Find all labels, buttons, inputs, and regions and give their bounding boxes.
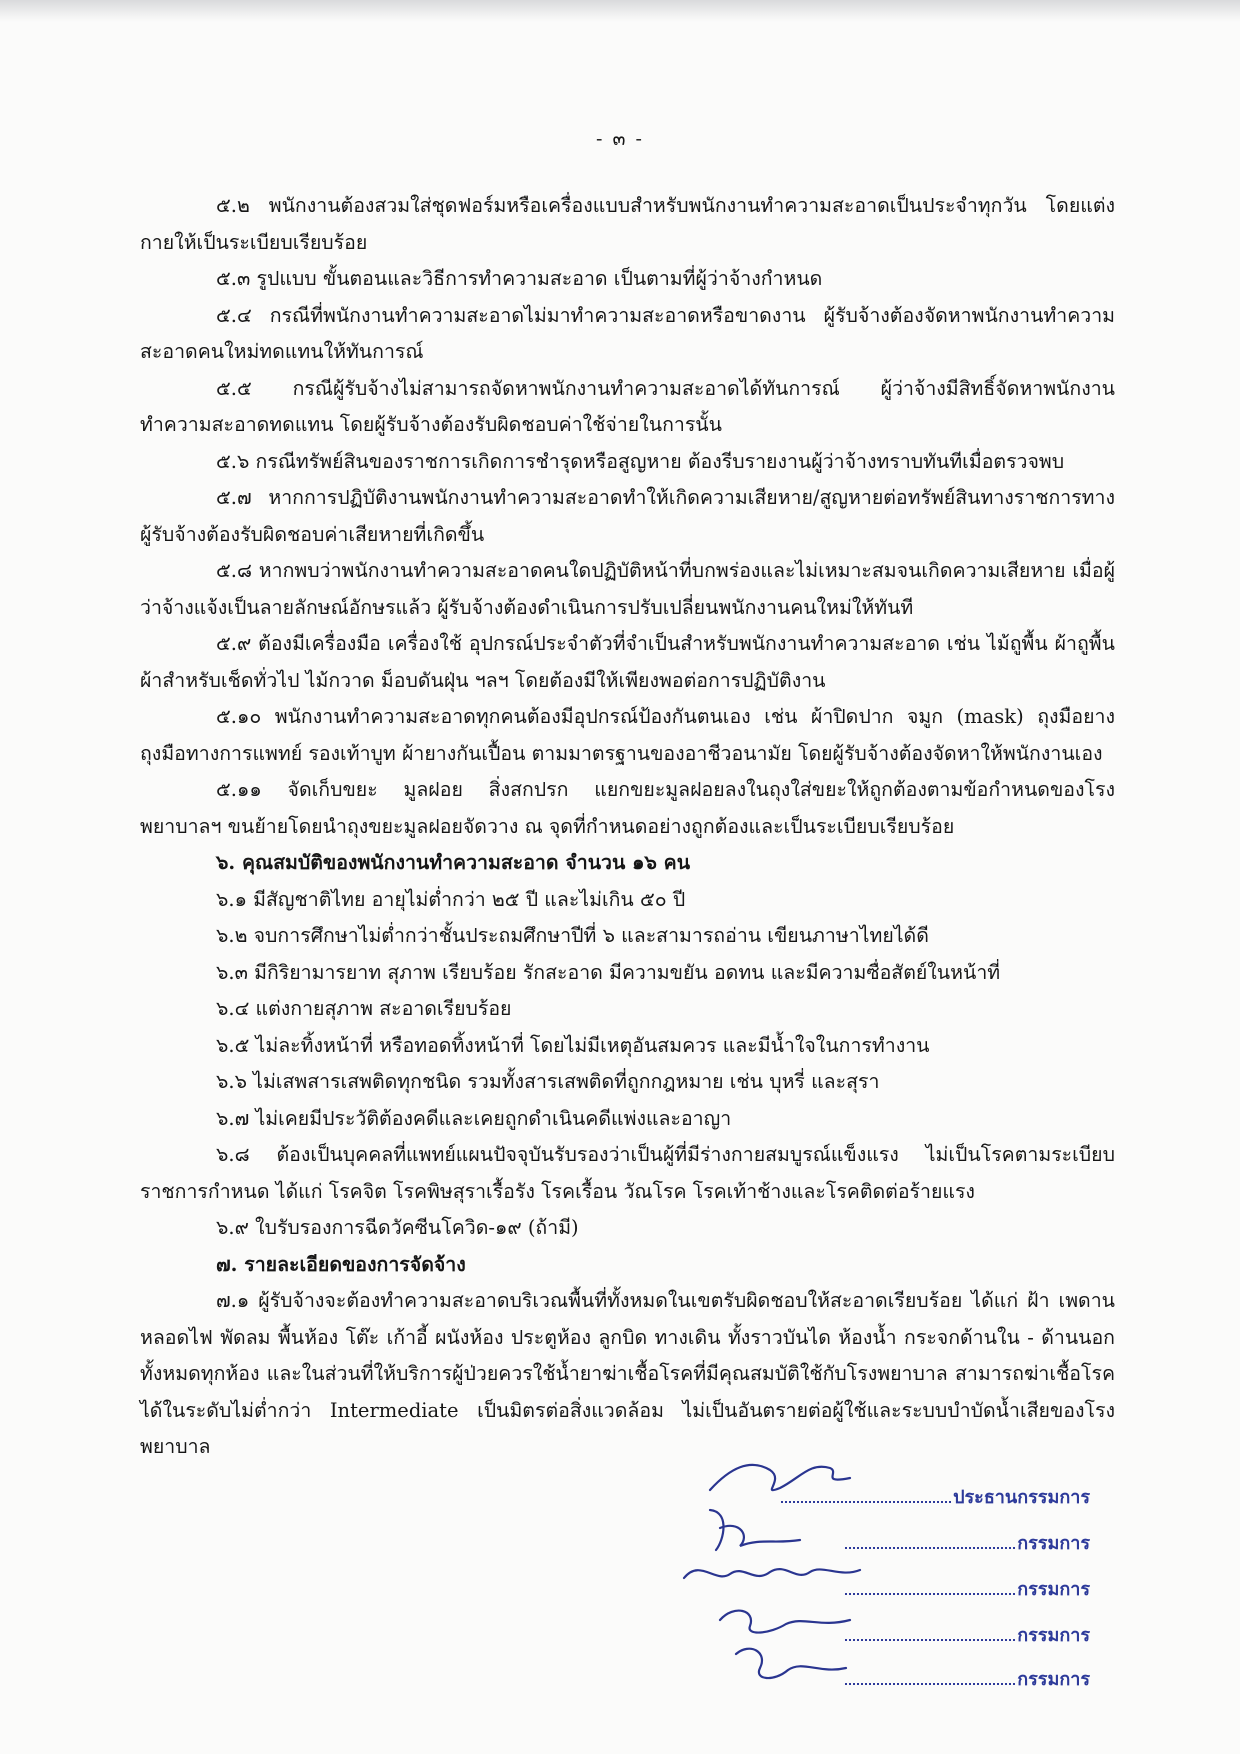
paragraph-6-7: ๖.๗ ไม่เคยมีประวัติต้องคดีและเคยถูกดำเนินคดีแพ่งและอาญา	[216, 1106, 732, 1130]
scan-edge-shadow	[0, 0, 1240, 22]
handwritten-signature-5	[710, 1634, 870, 1694]
signature-title: กรรมการ	[1017, 1579, 1090, 1600]
paragraph-6-2: ๖.๒ จบการศึกษาไม่ต่ำกว่าชั้นประถมศึกษาปีที่ ๖ และสามารถอ่าน เขียนภาษาไทยได้ดี	[216, 924, 929, 947]
signature-dotted-line	[845, 1667, 1015, 1685]
paragraph-5-11: ๕.๑๑ จัดเก็บขยะ มูลฝอย สิ่งสกปรก แยกขยะมูลฝอยลงในถุงใส่ขยะให้ถูกต้องตามข้อกำหนดของโรงพยาบาลฯ ขนย้ายโดยนำถุงขยะมูลฝอยจัดวาง ณ จุดที่กำหนดอย่างถูกต้องและเป็นระเบียบเรียบร้อย	[140, 778, 1115, 838]
paragraph-7-1: ๗.๑ ผู้รับจ้างจะต้องทำความสะอาดบริเวณพื้นที่ทั้งหมดในเขตรับผิดชอบให้สะอาดเรียบร้อย ได้แก่ ฝ้า เพดาน หลอดไฟ พัดลม พื้นห้อง โต๊ะ เก้าอี้ ผนังห้อง ประตูห้อง ลูกบิด ทางเดิน ทั้งราวบันได ห้องน้ำ กระจกด้านใน - ด้านนอกทั้งหมดทุกห้อง และในส่วนที่ให้บริการผู้ป่วยควรใช้น้ำยาฆ่าเชื้อโรคที่มีคุณสมบัติใช้กับโรงพยาบาล สามารถฆ่าเชื้อโรคได้ในระดับไม่ต่ำกว่า Intermediate เป็นมิตรต่อสิ่งแวดล้อม ไม่เป็นอันตรายต่อผู้ใช้และระบบบำบัดน้ำเสียของโรงพยาบาล	[140, 1289, 1115, 1458]
paragraph-6-5: ๖.๕ ไม่ละทิ้งหน้าที่ หรือทอดทิ้งหน้าที่ โดยไม่มีเหตุอันสมควร และมีน้ำใจในการทำงาน	[216, 1033, 930, 1057]
paragraph-6-3: ๖.๓ มีกิริยามารยาท สุภาพ เรียบร้อย รักสะอาด มีความขยัน อดทน และมีความซื่อสัตย์ในหน้าที่	[216, 960, 1001, 984]
paragraph-5-6: ๕.๖ กรณีทรัพย์สินของราชการเกิดการชำรุดหรือสูญหาย ต้องรีบรายงานผู้ว่าจ้างทราบทันทีเมื่อตรวจพบ	[216, 449, 1065, 473]
paragraph-6-6: ๖.๖ ไม่เสพสารเสพติดทุกชนิด รวมทั้งสารเสพติดที่ถูกกฎหมาย เช่น บุหรี่ และสุรา	[216, 1070, 880, 1093]
paragraph-5-10: ๕.๑๐ พนักงานทำความสะอาดทุกคนต้องมีอุปกรณ์ป้องกันตนเอง เช่น ผ้าปิดปาก จมูก (mask) ถุงมือยาง ถุงมือทางการแพทย์ รองเท้าบูท ผ้ายางกันเปื้อน ตามมาตรฐานของอาชีวอนามัย โดยผู้รับจ้างต้องจัดหาให้พนักงานเอง	[140, 705, 1115, 765]
paragraph-5-9: ๕.๙ ต้องมีเครื่องมือ เครื่องใช้ อุปกรณ์ประจำตัวที่จำเป็นสำหรับพนักงานทำความสะอาด เช่น ไม้ถูพื้น ผ้าถูพื้น ผ้าสำหรับเช็ดทั่วไป ไม้กวาด ม็อบดันฝุ่น ฯลฯ โดยต้องมีให้เพียงพอต่อการปฏิบัติงาน	[140, 632, 1115, 692]
paragraph-5-4: ๕.๔ กรณีที่พนักงานทำความสะอาดไม่มาทำความสะอาดหรือขาดงาน ผู้รับจ้างต้องจัดหาพนักงานทำความสะอาดคนใหม่ทดแทนให้ทันการณ์	[140, 303, 1115, 363]
signature-block	[660, 1482, 1100, 1712]
paragraph-5-3: ๕.๓ รูปแบบ ขั้นตอนและวิธีการทำความสะอาด เป็นตามที่ผู้ว่าจ้างกำหนด	[216, 267, 823, 290]
paragraph-6-8: ๖.๘ ต้องเป็นบุคคลที่แพทย์แผนปัจจุบันรับรองว่าเป็นผู้ที่มีร่างกายสมบูรณ์แข็งแรง ไม่เป็นโรคตามระเบียบราชการกำหนด ได้แก่ โรคจิต โรคพิษสุราเรื้อรัง โรคเรื้อน วัณโรค โรคเท้าช้างและโรคติดต่อร้ายแรง	[140, 1143, 1115, 1203]
section-heading-7: ๗. รายละเอียดของการจัดจ้าง	[216, 1252, 466, 1276]
signature-title: กรรมการ	[1017, 1625, 1090, 1646]
signature-title: กรรมการ	[1017, 1533, 1090, 1554]
paragraph-5-8: ๕.๘ หากพบว่าพนักงานทำความสะอาดคนใดปฏิบัติหน้าที่บกพร่องและไม่เหมาะสมจนเกิดความเสียหาย เมื่อผู้ว่าจ้างแจ้งเป็นลายลักษณ์อักษรแล้ว ผู้รับจ้างต้องดำเนินการปรับเปลี่ยนพนักงานคนใหม่ให้ทันที	[140, 559, 1115, 619]
document-body	[140, 188, 1115, 1466]
paragraph-6-4: ๖.๔ แต่งกายสุภาพ สะอาดเรียบร้อย	[216, 997, 512, 1020]
paragraph-5-5: ๕.๕ กรณีผู้รับจ้างไม่สามารถจัดหาพนักงานทำความสะอาดได้ทันการณ์ ผู้ว่าจ้างมีสิทธิ์จัดหาพนักงานทำความสะอาดทดแทน โดยผู้รับจ้างต้องรับผิดชอบค่าใช้จ่ายในการนั้น	[140, 376, 1115, 436]
page-number: - ๓ -	[596, 128, 644, 150]
handwritten-signature-1	[690, 1448, 890, 1508]
signature-title: ประธานกรรมการ	[953, 1487, 1090, 1508]
signature-dotted-line	[845, 1623, 1015, 1641]
paragraph-6-9: ๖.๙ ใบรับรองการฉีดวัคซีนโควิด-๑๙ (ถ้ามี)	[216, 1216, 579, 1239]
section-heading-6: ๖. คุณสมบัติของพนักงานทำความสะอาด จำนวน ๑๖ คน	[216, 851, 691, 874]
signature-title: กรรมการ	[1017, 1669, 1090, 1690]
paragraph-5-2: ๕.๒ พนักงานต้องสวมใส่ชุดฟอร์มหรือเครื่องแบบสำหรับพนักงานทำความสะอาดเป็นประจำทุกวัน โดยแต่งกายให้เป็นระเบียบเรียบร้อย	[140, 194, 1115, 254]
paragraph-5-7: ๕.๗ หากการปฏิบัติงานพนักงานทำความสะอาดทำให้เกิดความเสียหาย/สูญหายต่อทรัพย์สินทางราชการทางผู้รับจ้างต้องรับผิดชอบค่าเสียหายที่เกิดขึ้น	[140, 486, 1115, 546]
paragraph-6-1: ๖.๑ มีสัญชาติไทย อายุไม่ต่ำกว่า ๒๕ ปี และไม่เกิน ๕๐ ปี	[216, 887, 686, 911]
